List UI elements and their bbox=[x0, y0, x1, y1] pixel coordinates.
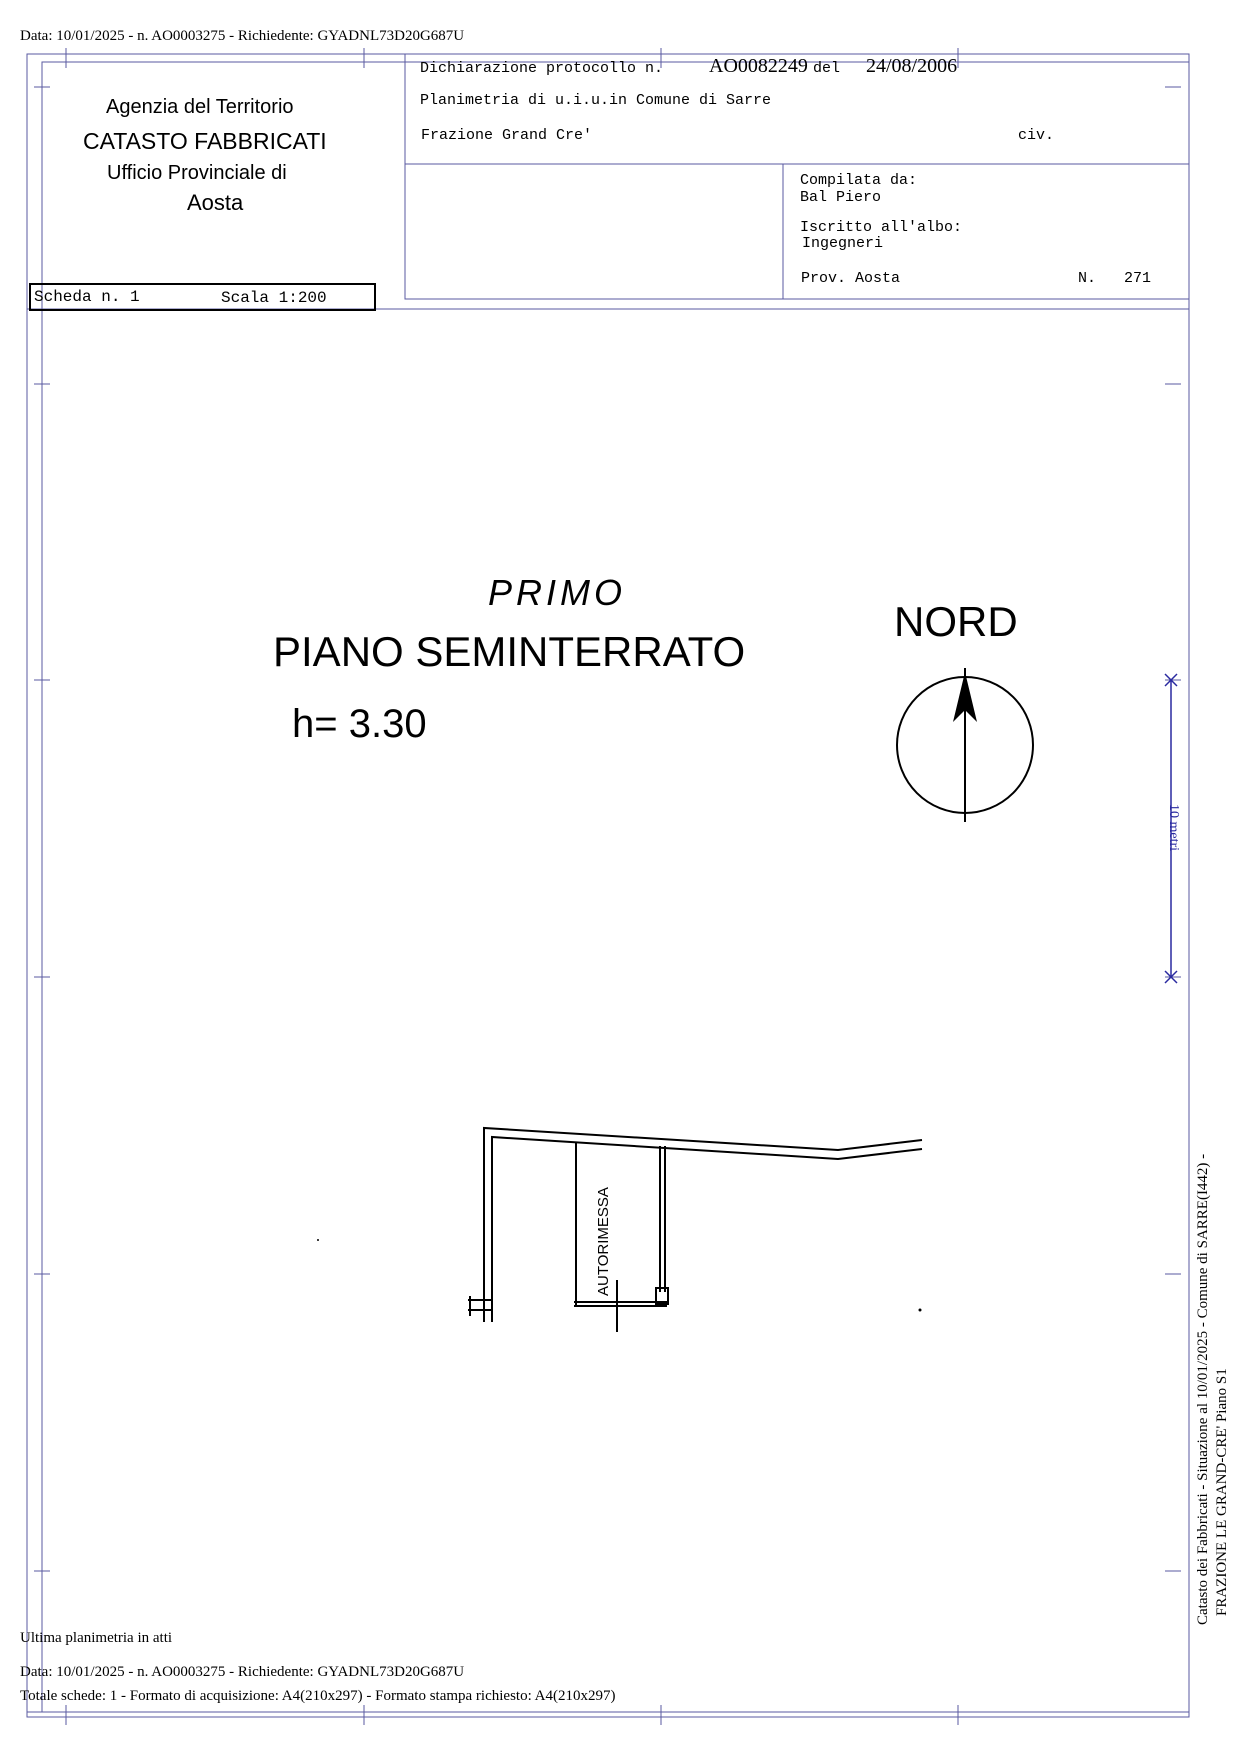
protocol-number: AO0082249 bbox=[709, 55, 808, 77]
planimetria-line: Planimetria di u.i.u.in Comune di Sarre bbox=[420, 92, 772, 109]
agency-name: Agenzia del Territorio bbox=[106, 96, 294, 118]
iscritto-label: Iscritto all'albo: bbox=[800, 219, 963, 236]
agency-office: Ufficio Provinciale di bbox=[107, 162, 287, 184]
albo-value: Ingegneri bbox=[802, 235, 884, 252]
north-label: NORD bbox=[894, 598, 1018, 645]
last-plan-note: Ultima planimetria in atti bbox=[20, 1630, 173, 1646]
province-line: Prov. Aosta bbox=[801, 270, 901, 287]
registration-number: 271 bbox=[1124, 270, 1152, 287]
protocol-label: Dichiarazione protocollo n. bbox=[420, 60, 664, 77]
frazione-line: Frazione Grand Cre' bbox=[421, 127, 593, 144]
floor-title: PIANO SEMINTERRATO bbox=[273, 628, 746, 675]
situation-note-location: FRAZIONE LE GRAND-CRE' Piano S1 bbox=[1214, 1368, 1230, 1616]
footer-request-line: Data: 10/01/2025 - n. AO0003275 - Richiedente: GYADNL73D20G687U bbox=[20, 1664, 465, 1680]
protocol-date: 24/08/2006 bbox=[866, 55, 958, 77]
compilata-label: Compilata da: bbox=[800, 172, 918, 189]
handwritten-note: PRIMO bbox=[488, 572, 627, 613]
room-label-autorimessa: AUTORIMESSA bbox=[595, 1187, 612, 1296]
registration-n-label: N. bbox=[1078, 270, 1097, 287]
agency-city: Aosta bbox=[187, 190, 244, 215]
scheda-number: Scheda n. 1 bbox=[34, 288, 140, 306]
situation-note: Catasto dei Fabbricati - Situazione al 10/01/2025 - Comune di SARRE(I442) - bbox=[1195, 1153, 1211, 1625]
scheda-scale: Scala 1:200 bbox=[221, 289, 327, 307]
floor-plan bbox=[468, 1128, 922, 1332]
floor-height: h= 3.30 bbox=[292, 702, 427, 746]
request-line: Data: 10/01/2025 - n. AO0003275 - Richiedente: GYADNL73D20G687U bbox=[20, 28, 465, 44]
north-arrow-icon bbox=[897, 668, 1033, 822]
compiler-name: Bal Piero bbox=[800, 189, 882, 206]
agency-department: CATASTO FABBRICATI bbox=[83, 128, 327, 154]
footer-format-line: Totale schede: 1 - Formato di acquisizione: A4(210x297) - Formato stampa richiesto: A4(210x297) bbox=[20, 1688, 616, 1704]
scale-bar-label: 10 metri bbox=[1166, 804, 1181, 852]
protocol-del-label: del bbox=[813, 60, 841, 77]
civ-label: civ. bbox=[1018, 127, 1055, 144]
